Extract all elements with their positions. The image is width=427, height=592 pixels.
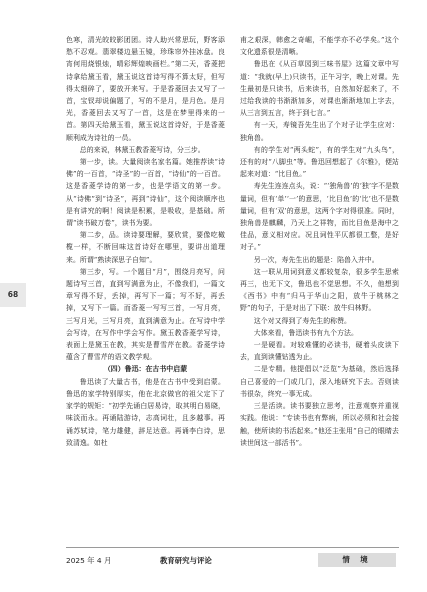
page-number: 68 — [0, 283, 26, 307]
footer-journal-name: 教育研究与评论 — [160, 556, 212, 565]
paragraph: 甫之艰深，韩愈之奇崛，不能学亦不必学矣。”这个文化遗系很是清晰。 — [240, 36, 399, 57]
paragraph: 色寒，清光皎皎影团团。诗人助兴常思玩，野客添愁不忍观。翡翠楼边悬玉镜，珍珠帘外挂冰盘。良宵何用烧银烛，晴彩辉煌映画栏。”第二天，香菱把诗拿给黛玉看，黛玉说这首诗写得不算太好，但写得太细碎了，要放开来写。于是香菱回去又写了一首，宝钗却说偏题了，写的不是月，是月色。是月光，香菱回去又写了一首，这是在梦里得来的一首。第四天给黛玉看，黛玉说这首诗好，于是香菱顺利成为诗社的一员。 — [66, 36, 225, 142]
footer-date: 2025 年 4 月 — [66, 556, 112, 565]
left-column — [66, 34, 225, 544]
paragraph: 这一联从用词到意义都较复杂，很多学生思索再三，也无下文，鲁迅也不觉思想。不久，他想到《西书》中有“归马于华山之阳，放牛于桃林之野”的句子，于是对出了下联：放牛归林野。 — [240, 267, 399, 313]
paragraph: 另一次，寿先生出的题是：陷兽入井中。 — [253, 255, 379, 264]
section-heading: （四）鲁迅：在古书中启蒙 — [103, 365, 188, 374]
paragraph: 寿先生连连点头，说：“‘独角兽’的‘独’字不是数量词，但有‘单’‘一’的意思，‘比目鱼’的‘比’也不是数量词，但有‘双’的意思，这两个字对得很准。同时，独角兽是麒麟，乃天上之祥物，而比目鱼是海中之佳品，意义相对应。况且词性平仄都很工整，是好对子。” — [240, 182, 399, 252]
paragraph: 鲁迅在《从百草园到三味书屋》这篇文章中写道：“我就(早上)只读书，正午习字，晚上对课。先生最初是只读书，后来读书，自然加好起来了，不过给我读的书渐渐加多，对课也渐渐地加上字去，从三言到五言，终于到七言。” — [240, 60, 399, 118]
paragraph: 二是专精。他提倡以“泛览”为基础，然后选择自己喜爱的一门或几门，深入地研究下去。否则读书很杂，终究一事无成。 — [240, 365, 399, 398]
right-column — [240, 34, 399, 544]
paragraph: 有一天，寿镜吾先生出了个对子让学生应对：独角兽。 — [240, 121, 399, 142]
paragraph: 第二步，品。读诗要理解，要欣赏，要像吃橄榄一样，不断回味这首诗好在哪里，要讲出道理来。所谓“熟读深思子自知”。 — [66, 231, 225, 264]
paragraph: 有的学生对“两头蛇”，有的学生对“九头鸟”，还有的对“八脚虫”等。鲁迅回想起了《尔雅》，便站起来对道：“比目鱼。” — [240, 145, 399, 179]
paragraph: 一是硬看。对较难懂的必读书，硬着头皮读下去，直到读懂钻透为止。 — [240, 341, 399, 362]
paragraph: 鲁迅读了大量古书，他是在古书中受到启蒙。鲁迅的家学特别厚实，他在北京做官的祖父定下了家学的规矩：“初学先诵白居易诗，取其明白易晓，味淡而永。再诵陆游诗，志高词壮，且多越事。再诵苏轼诗，笔力雄健，辞足达意。再诵李白诗，思致清逸。如杜 — [66, 377, 225, 447]
paragraph: 第一步，读。大量阅读名家名篇。她推荐读“诗佛”的一百首，“诗圣”的一百首，“诗仙”的一百首。这是香菱学诗的第一步，也是学语文的第一步。从“诗佛”到“诗圣”，再到“诗仙”，这个阅读顺序也是有讲究的啊！阅读是积累，是吸收，是基础。所谓“读书破万卷”，读书为要。 — [66, 158, 225, 228]
footer-section-label: 情 境 — [318, 553, 396, 567]
paragraph: 大体来看，鲁迅读书有九个方法。 — [253, 328, 358, 337]
paragraph: 三是活读。读书要独立思考，注意观察并重视实践。他说：“专读书也有弊病，所以必须和社会接触，使所读的书活起来。”他还主张用“自己的眼睛去读世间这一部活书”。 — [240, 402, 399, 447]
footer-divider — [66, 547, 399, 548]
paragraph: 第三步，写。一个题目“月”，围绕月亮写，问题诗写三首，直到写满意为止，不像我们，一篇文章写得不好，丢掉，再写下一篇；写不好，再丢掉，又写下一篇。而香菱一写写三首，一写月亮，三写月光，三写月亮，直到满意为止。在写诗中学会写诗，在写作中学会写作。黛玉教香菱学写诗，表面上是黛玉在教，其实是曹雪芹在教。香菱学诗蕴含了曹雪芹的语文教学观。 — [66, 267, 225, 362]
paragraph: 这个对又得到了寿先生的称赞。 — [253, 316, 351, 325]
paragraph: 总的来说，林黛玉教香菱写诗，分三步。 — [79, 145, 205, 154]
